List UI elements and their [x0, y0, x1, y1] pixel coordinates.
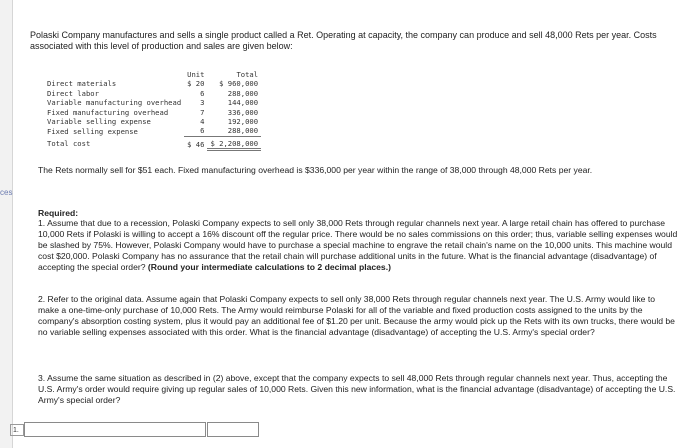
- table-row: [44, 98, 261, 107]
- answer-amount-input[interactable]: [207, 422, 259, 437]
- table-total-row: [44, 136, 261, 149]
- row-label: Direct materials: [47, 79, 117, 89]
- row-total: $ 960,000: [219, 79, 259, 89]
- row-total: 336,000: [227, 107, 259, 117]
- row-unit: 4: [200, 117, 205, 127]
- row-label: Variable manufacturing overhead: [47, 98, 182, 108]
- price-note: The Rets normally sell for $51 each. Fixed manufacturing overhead is $336,000 per year within the range of 38,000 through 48,000 Rets per year.: [38, 165, 593, 175]
- row-unit: 3: [200, 98, 205, 108]
- table-row: [44, 117, 261, 126]
- row-unit: 6: [200, 88, 205, 98]
- row-label: Fixed selling expense: [47, 126, 138, 136]
- answer-label-input[interactable]: [24, 422, 206, 437]
- table-row: [44, 108, 261, 117]
- total-total: $ 2,208,000: [207, 136, 261, 149]
- row-label: Fixed manufacturing overhead: [47, 107, 169, 117]
- row-total: 288,000: [207, 126, 261, 136]
- row-total: 288,000: [227, 88, 259, 98]
- table-row: [44, 89, 261, 98]
- row-unit: 6: [184, 126, 207, 136]
- problem-content: [30, 30, 678, 405]
- table-header-row: [44, 70, 261, 79]
- cost-table: [44, 70, 261, 151]
- col-total-header: Total: [236, 70, 259, 79]
- table-row: [44, 79, 261, 88]
- required-heading: Required:: [38, 208, 79, 218]
- question-2: 2. Refer to the original data. Assume again that Polaski Company expects to sell only 38,000 Rets through regular channels next year. The U.S. Army would like to make a one-time-only purchase of 10,000 Rets. The Army would reimburse Polaski for all of the variable and fixed production costs assigned to the units by the company's absorption costing system, plus it would pay an additional fee of $1.20 per unit. Because the army would pick up the Rets with its own trucks, there would be no variable selling expenses associated with this order. What is the financial advantage (disadvantage) of accepting the U.S. Army's special order?: [38, 294, 675, 337]
- answer-row: [10, 422, 259, 437]
- left-sidebar: [0, 0, 13, 448]
- sidebar-label: ces: [0, 188, 13, 197]
- question-1: [38, 218, 678, 273]
- question-1-instruction: (Round your intermediate calculations to 2 decimal places.): [147, 262, 391, 272]
- row-unit: $ 20: [187, 79, 205, 89]
- question-3: 3. Assume the same situation as described in (2) above, except that the company expects to sell 48,000 Rets through regular channels next year. Thus, accepting the U.S. Army's order would require giving up regular sales of 10,000 Rets. Given this new information, what is the financial advantage (disadvantage) of accepting the U.S. Army's special order?: [38, 373, 676, 405]
- answer-number-label: 1.: [10, 424, 24, 436]
- table-row: [44, 126, 261, 136]
- question-1-text: 1. Assume that due to a recession, Polaski Company expects to sell only 38,000 Rets through regular channels next year. A large retail chain has offered to purchase 10,000 Rets if Polaski is willing to accept a 16% discount off the regular price. There would be no sales commissions on this order; thus, variable selling expenses would be slashed by 75%. However, Polaski Company would have to purchase a special machine to engrave the retail chain's name on the 10,000 units. This machine would cost $20,000. Polaski Company has no assurance that the retail chain will purchase additional units in the future. What is the financial advantage (disadvantage) of accepting the special order?: [38, 218, 678, 272]
- row-unit: 7: [200, 107, 205, 117]
- total-unit: $ 46: [187, 139, 205, 149]
- intro-paragraph: Polaski Company manufactures and sells a single product called a Ret. Operating at capacity, the company can produce and sell 48,000 Rets per year. Costs associated with this level of production and sales are given below:: [30, 30, 657, 51]
- row-total: 192,000: [227, 117, 259, 127]
- row-label: Variable selling expense: [47, 117, 151, 127]
- col-unit-header: Unit: [187, 70, 205, 79]
- row-label: Direct labor: [47, 88, 99, 98]
- row-total: 144,000: [227, 98, 259, 108]
- total-label: Total cost: [47, 139, 91, 149]
